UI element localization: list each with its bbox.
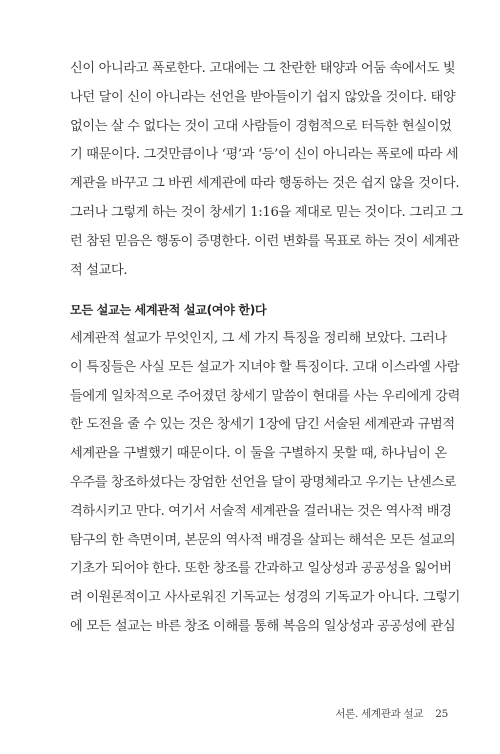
text-line: 탐구의 한 측면이며, 본문의 역사적 배경을 살피는 해석은 모든 설교의	[70, 532, 456, 548]
text-line: 에 모든 설교는 바른 창조 이해를 통해 복음의 일상성과 공공성에 관심	[70, 618, 456, 634]
text-line: 들에게 일차적으로 주어졌던 창세기 말씀이 현대를 사는 우리에게 강력	[70, 388, 461, 404]
text-line: 려 이원론적이고 사사로워진 기독교는 성경의 기독교가 아니다. 그렇기	[70, 590, 461, 606]
text-line: 신이 아니라고 폭로한다. 고대에는 그 찬란한 태양과 어둠 속에서도 빛	[70, 61, 456, 76]
text-line: 적 설교다.	[70, 262, 128, 278]
text-line: 한 도전을 줄 수 있는 것은 창세기 1장에 담긴 서술된 세계관과 규범적	[70, 417, 455, 433]
text-line: 없이는 살 수 없다는 것이 고대 사람들이 경험적으로 터득한 현실이었	[70, 118, 452, 134]
running-footer	[335, 706, 448, 721]
page-number: 25	[435, 708, 448, 720]
text-line: 기 때문이다. 그것만큼이나 ‘평’과 ‘등’이 신이 아니라는 폭로에 따라 세	[70, 147, 459, 163]
text-line: 계관을 바꾸고 그 바뀐 세계관에 따라 행동하는 것은 쉽지 않을 것이다.	[70, 176, 460, 192]
text-line: 격하시키고 만다. 여기서 서술적 세계관을 걸러내는 것은 역사적 배경	[70, 503, 452, 519]
text-line: 런 참된 믿음은 행동이 증명한다. 이런 변화를 목표로 하는 것이 세계관	[70, 233, 460, 249]
paragraph-worldview-intro	[70, 55, 463, 285]
text-line: 나던 달이 신이 아니라는 선언을 받아들이기 쉽지 않았을 것이다. 태양	[70, 89, 456, 105]
footer-section-title: 서론. 세계관과 설교	[335, 708, 424, 720]
text-line: 우주를 창조하셨다는 장엄한 선언을 달이 광명체라고 우기는 난센스로	[70, 474, 457, 490]
text-line: 기초가 되어야 한다. 또한 창조를 간과하고 일상성과 공공성을 잃어버	[70, 561, 452, 577]
text-line: 세계관적 설교가 무엇인지, 그 세 가지 특징을 정리해 보았다. 그러나	[70, 331, 447, 346]
text-line: 그러나 그렇게 하는 것이 창세기 1:16을 제대로 믿는 것이다. 그리고 그	[70, 204, 463, 220]
text-line: 세계관을 구별했기 때문이다. 이 둘을 구별하지 못할 때, 하나님이 온	[70, 446, 447, 462]
paragraph-all-sermons	[70, 325, 461, 642]
text-line: 이 특징들은 사실 모든 설교가 지녀야 할 특징이다. 고대 이스라엘 사람	[70, 359, 460, 375]
section-heading: 모든 설교는 세계관적 설교(여야 한)다	[70, 303, 267, 317]
